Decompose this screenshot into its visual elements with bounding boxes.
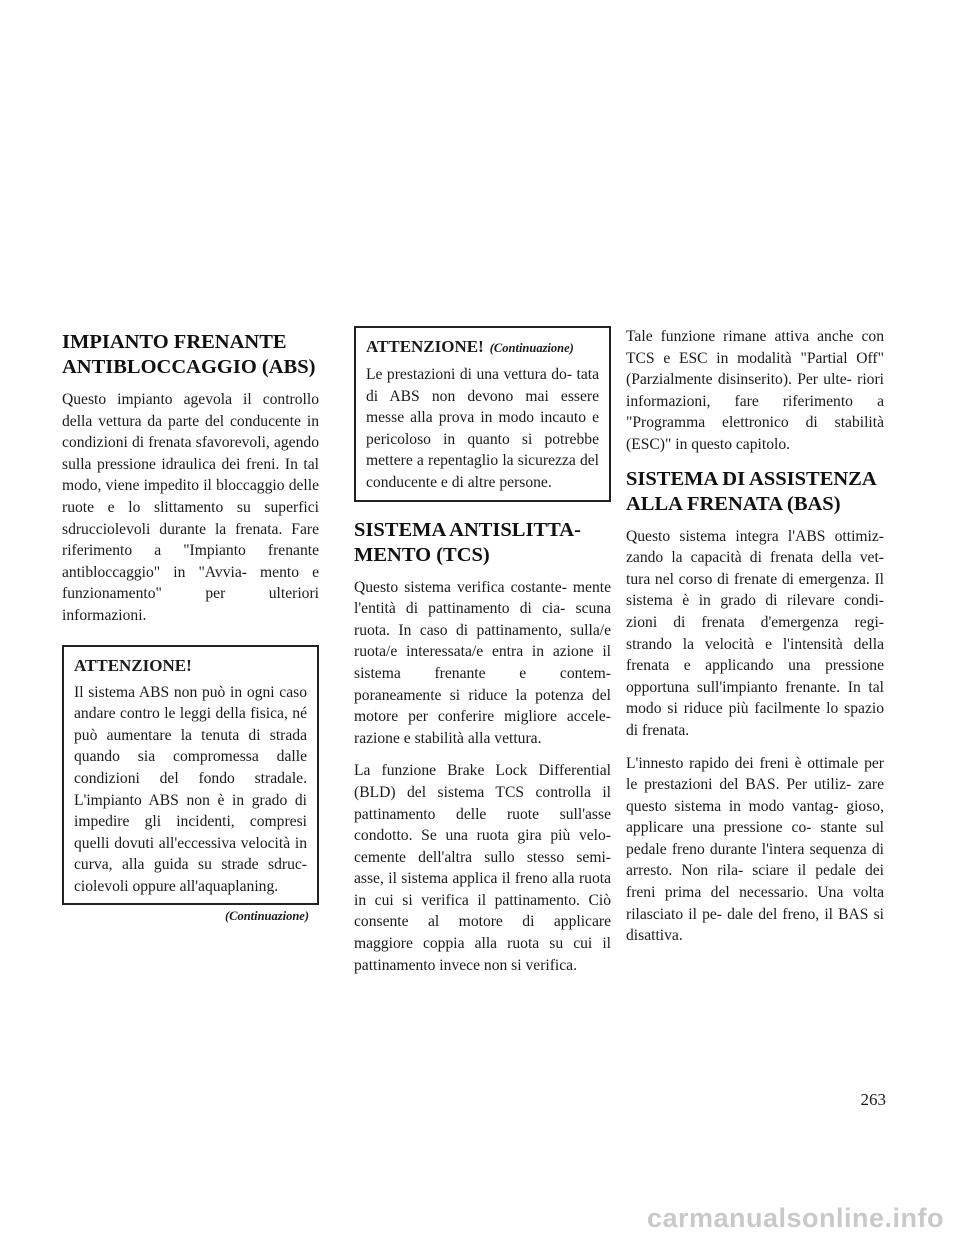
section-heading-tcs: SISTEMA ANTISLITTA- MENTO (TCS) (354, 518, 581, 566)
column-2 (354, 326, 611, 987)
warning-text: Il sistema ABS non può in ogni caso andare contro le leggi della fisica, né può aumentare la tenuta di strada quando sia compromessa dalle condizioni del fondo stradale. L'impianto ABS non è in grado di impedire gli incidenti, compresi quelli dovuti all'eccessiva velocità in curva, alla guida su strade sdruc- ciolevoli oppure all'aquaplaning. (74, 683, 307, 895)
bas-paragraph-2: L'innesto rapido dei freni è ottimale per le prestazioni del BAS. Per utiliz- zare questo sistema in modo vantag- gioso, applicare una pressione co- stante sul pedale freno durante l'intera sequenza di arresto. Non rila- sciare il pedale dei freni prima del necessario. Una volta rilasciato il pe- dale del freno, il BAS si disattiva. (626, 754, 884, 945)
column-1 (62, 326, 319, 924)
warning-box-continued (354, 326, 611, 502)
abs-paragraph: Questo impianto agevola il controllo della vettura da parte del conducente in condizioni di frenata sfavorevoli, agendo sulla pressione idraulica dei freni. In tal modo, viene impedito il bloccaggio delle ruote e lo slittamento su superfici sdrucciolevoli durante la frenata. Fare riferimento a "Impianto frenante antibloccaggio" in "Avvia- mento e funzionamento" per ulteriori informazioni. (62, 391, 319, 624)
watermark: carmanualsonline.info (646, 1203, 944, 1233)
tcs-paragraph-2: La funzione Brake Lock Differential (BLD) del sistema TCS controlla il pattinamento delle ruote sull'asse condotto. Se una ruota gira più velo- cemente dell'altra sullo stesso semi- asse, il sistema applica il freno alla ruota in cui si verifica il pattinamento. Ciò consente al motore di applicare maggiore coppia alla ruota su cui il pattinamento invece non si verifica. (354, 762, 611, 974)
continued-note: (Continuazione) (224, 909, 309, 924)
warning-text: Le prestazioni di una vettura do- tata di ABS non devono mai essere messe alla prova in modo incauto e pericoloso in quanto si potrebbe mettere a repentaglio la sicurezza del conducente e di altre persone. (366, 366, 599, 491)
section-heading-abs: IMPIANTO FRENANTE ANTIBLOCCAGGIO (ABS) (62, 331, 316, 378)
warning-box-abs (62, 645, 319, 906)
column-3 (626, 326, 884, 958)
bas-paragraph-1: Questo sistema integra l'ABS ottimiz- zando la capacità di frenata della vet- tura nel corso di frenate di emergenza. Il sistema è in grado di rilevare condi- zioni di frenata d'emergenza regi- strando la velocità e l'intensità della frenata e applicando una pressione opportuna sull'impianto frenante. In tal modo si riduce più facilmente lo spazio di frenata. (626, 527, 884, 739)
section-heading-bas: SISTEMA DI ASSISTENZA ALLA FRENATA (BAS) (626, 467, 876, 515)
page-number: 263 (860, 1090, 886, 1109)
warning-title: ATTENZIONE! (74, 655, 192, 675)
tcs-paragraph-1: Questo sistema verifica costante- mente l'entità di pattinamento di cia- scuna ruota. In caso di pattinamento, sulla/e ruota/e interessata/e entra in azione il sistema frenante e contem- poraneamente si riduce la potenza del motore per conferire migliore accele- razione e stabilità alla vettura. (354, 578, 611, 747)
tcs-paragraph-3: Tale funzione rimane attiva anche con TCS e ESC in modalità "Partial Off" (Parzialmente disinserito). Per ulte- riori informazioni, fare riferimento a "Programma elettronico di stabilità (ESC)" in questo capitolo. (626, 328, 884, 453)
warning-title: ATTENZIONE! (Continuazione) (366, 337, 574, 356)
warning-continued-label: (Continuazione) (489, 341, 574, 355)
